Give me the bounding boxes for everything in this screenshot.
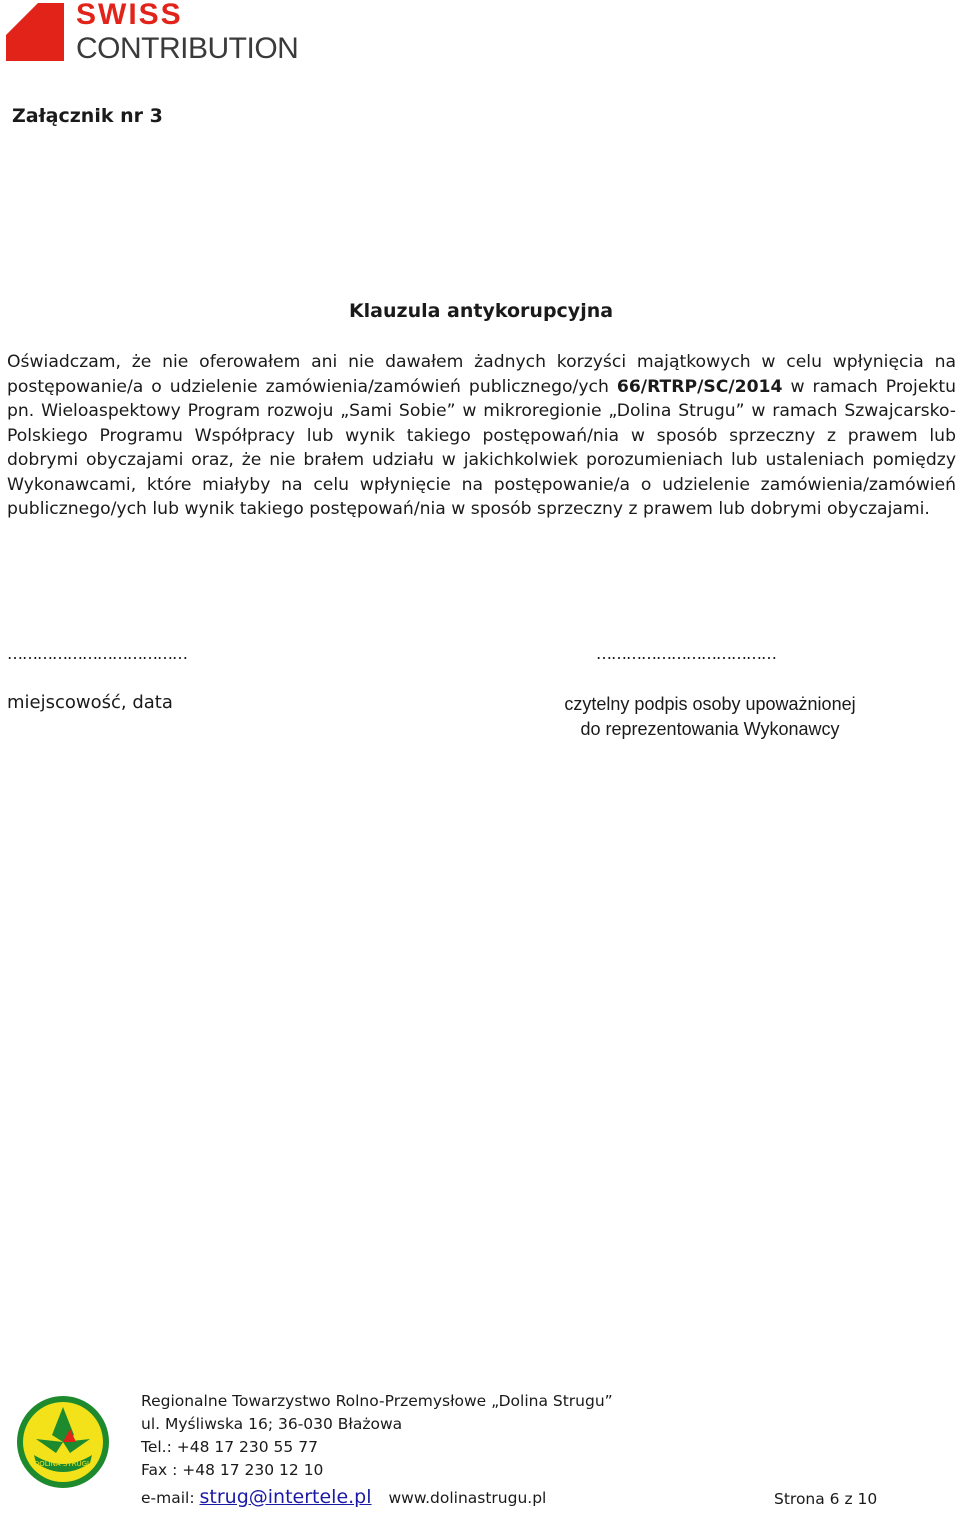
swiss-contribution-logo-mark bbox=[6, 3, 64, 61]
signature-label bbox=[510, 692, 910, 741]
footer-contact bbox=[141, 1486, 546, 1508]
dolina-strugu-logo bbox=[16, 1395, 110, 1489]
place-date-dotted-line: ……………………………… bbox=[7, 644, 187, 663]
logo-text-contribution: CONTRIBUTION bbox=[76, 32, 299, 65]
signature-label-line2: do reprezentowania Wykonawcy bbox=[580, 718, 840, 739]
place-date-label: miejscowość, data bbox=[7, 692, 173, 713]
declaration-paragraph bbox=[7, 350, 956, 522]
paragraph-text-end: w ramach Projektu pn. Wieloaspektowy Program rozwoju „Sami Sobie” w mikroregionie „Dolina Strugu” w ramach Szwajcarsko-Polskiego Programu Współpracy lub wynik takiego postępowań/nia w sposób sprzeczny z prawem lub dobrymi obyczajami oraz, że nie brałem udziału w jakichkolwiek porozumieniach lub ustaleniach pomiędzy Wykonawcami, które miałyby na celu wpłynięcie na postępowanie/a o udzielenie zamówienia/zamówień publicznego/ych lub wynik takiego postępowań/nia w sposób sprzeczny z prawem lub dobrymi obyczajami. bbox=[7, 376, 956, 519]
footer-fax: Fax : +48 17 230 12 10 bbox=[141, 1461, 324, 1479]
page-number: Strona 6 z 10 bbox=[774, 1490, 878, 1508]
email-link[interactable]: strug@intertele.pl bbox=[199, 1486, 372, 1508]
logo-text-swiss: SWISS bbox=[76, 0, 183, 31]
signature-label-line1: czytelny podpis osoby upoważnionej bbox=[564, 694, 856, 714]
footer-organization: Regionalne Towarzystwo Rolno-Przemysłowe „Dolina Strugu” bbox=[141, 1392, 613, 1410]
logo-lettering: DOLINA STRUGU bbox=[33, 1460, 93, 1468]
signature-dotted-line: ……………………………… bbox=[596, 644, 776, 663]
website-text: www.dolinastrugu.pl bbox=[388, 1489, 547, 1507]
reference-number: 66/RTRP/SC/2014 bbox=[616, 376, 783, 397]
paragraph-text-start: Oświadczam, że nie oferowałem ani nie dawałem żadnych korzyści majątkowych w celu wpłynięcia na postępowanie/a o udzielenie zamówienia/zamówień publicznego/ych bbox=[7, 352, 956, 397]
footer-address: ul. Myśliwska 16; 36-030 Błażowa bbox=[141, 1415, 403, 1433]
footer-phone: Tel.: +48 17 230 55 77 bbox=[141, 1438, 318, 1456]
attachment-label: Załącznik nr 3 bbox=[12, 105, 163, 127]
document-title: Klauzula antykorupcyjna bbox=[348, 300, 614, 322]
email-label: e-mail: bbox=[141, 1489, 195, 1507]
